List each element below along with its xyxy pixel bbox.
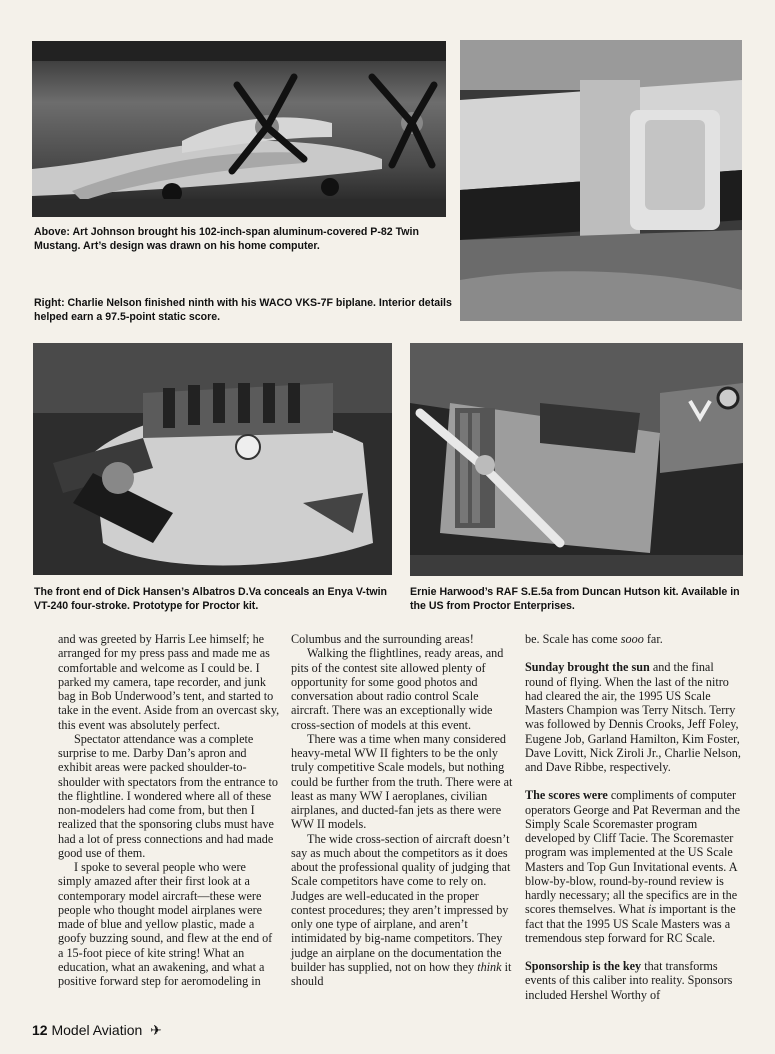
magazine-name: Model Aviation [51, 1022, 143, 1038]
caption-se5a: Ernie Harwood’s RAF S.E.5a from Duncan Hutson kit. Available in the US from Proctor Enterprises. [410, 586, 740, 612]
col2-paragraph-4: The wide cross-section of aircraft doesn’t say as much about the competitors as it does about the professional quality of judging that Scale competitors have come to rely on. Judges are well-educated in the proper contest procedures; they aren’t impressed by only one type of airplane, and aren’t intimidated by big-name competitors. They judge an airplane on the documentation the builder has supplied, not on how they think it should [291, 831, 512, 988]
article-column-1 [58, 632, 280, 988]
caption-albatros: The front end of Dick Hansen’s Albatros D.Va conceals an Enya V-twin VT-240 four-stroke. Prototype for Proctor kit. [34, 586, 388, 612]
col1-paragraph-1: and was greeted by Harris Lee himself; he arranged for my press pass and made me as comfortable and welcome as I could be. I parked my camera, tape recorder, and junk bag in Bob Underwood’s tent, and started to take in the event. Aside from an overcast sky, this event was absolutely perfect. [58, 632, 280, 732]
col3-paragraph-3: The scores were compliments of computer operators George and Pat Reverman and the Simply Scale Scoremaster program developed by Cliff Tacie. The Scoremaster program was implemented at the US Scale Masters and Top Gun Invitational events. A blow-by-blow, round-by-round review is hardly necessary; all the specifics are in the scores themselves. What is important is the fact that the 1995 US Scale Masters was a tremendous step forward for RC Scale. [525, 788, 741, 945]
page-number: 12 [32, 1022, 48, 1038]
col3-paragraph-4: Sponsorship is the key that transforms events of this caliber into reality. Sponsors included Hershel Worthy of [525, 959, 733, 1002]
photo-waco-biplane [460, 40, 742, 321]
photo-p82-twin-mustang [32, 41, 446, 217]
col2-paragraph-3: There was a time when many considered heavy-metal WW II fighters to be the only truly competitive Scale models, but nothing could be further from the truth. There were at least as many WW I aeroplanes, civilian airplanes, and ducted-fan jets as there were WW II models. [291, 731, 513, 832]
col1-paragraph-2: Spectator attendance was a complete surprise to me. Darby Dan’s apron and exhibit areas were packed shoulder-to-shoulder with spectators from the entrance to the flightline. I wondered where all of these non-modelers had come from, but then I realized that the sponsoring clubs must have had a lot of press connections and had made good use of them. [58, 731, 278, 860]
photo-se5a [410, 343, 743, 576]
col2-paragraph-1: Columbus and the surrounding areas! [291, 632, 474, 646]
airplane-icon: ✈ [150, 1022, 162, 1038]
photo-albatros-dva [33, 343, 392, 575]
col3-paragraph-2: Sunday brought the sun and the final round of flying. When the last of the nitro had cleared the air, the 1995 US Scale Masters Champion was Terry Nitsch. Terry was followed by Dennis Crooks, Jeff Foley, Eugene Job, Garland Hamilton, Kim Foster, Dave Lovitt, Nick Ziroli Jr., Charlie Nelson, and Dave Ribbe, respectively. [525, 660, 741, 774]
col2-paragraph-2: Walking the flightlines, ready areas, and pits of the contest site allowed plenty of opportunity for some good photos and conversation about radio control Scale aircraft. There was an exceptionally wide cross-section of models at this event. [291, 646, 504, 732]
caption-waco: Right: Charlie Nelson finished ninth with his WACO VKS-7F biplane. Interior details helped earn a 97.5-point static score. [34, 297, 452, 323]
article-column-3 [525, 632, 745, 1002]
page-footer [32, 1022, 162, 1039]
col1-paragraph-3: I spoke to several people who were simply amazed after their first look at a contemporary model aircraft—these were people who thought model airplanes were made of blue and yellow plastic, made a goofy buzzing sound, and flew at the end of a 15-foot piece of kite string! What an education, what an awakening, and what a positive forward step for aeromodeling in [58, 860, 273, 988]
article-column-2 [291, 632, 513, 988]
col3-paragraph-1: be. Scale has come sooo far. [525, 632, 663, 646]
caption-p82: Above: Art Johnson brought his 102-inch-span aluminum-covered P-82 Twin Mustang. Art’s design was drawn on his home computer. [34, 226, 419, 252]
